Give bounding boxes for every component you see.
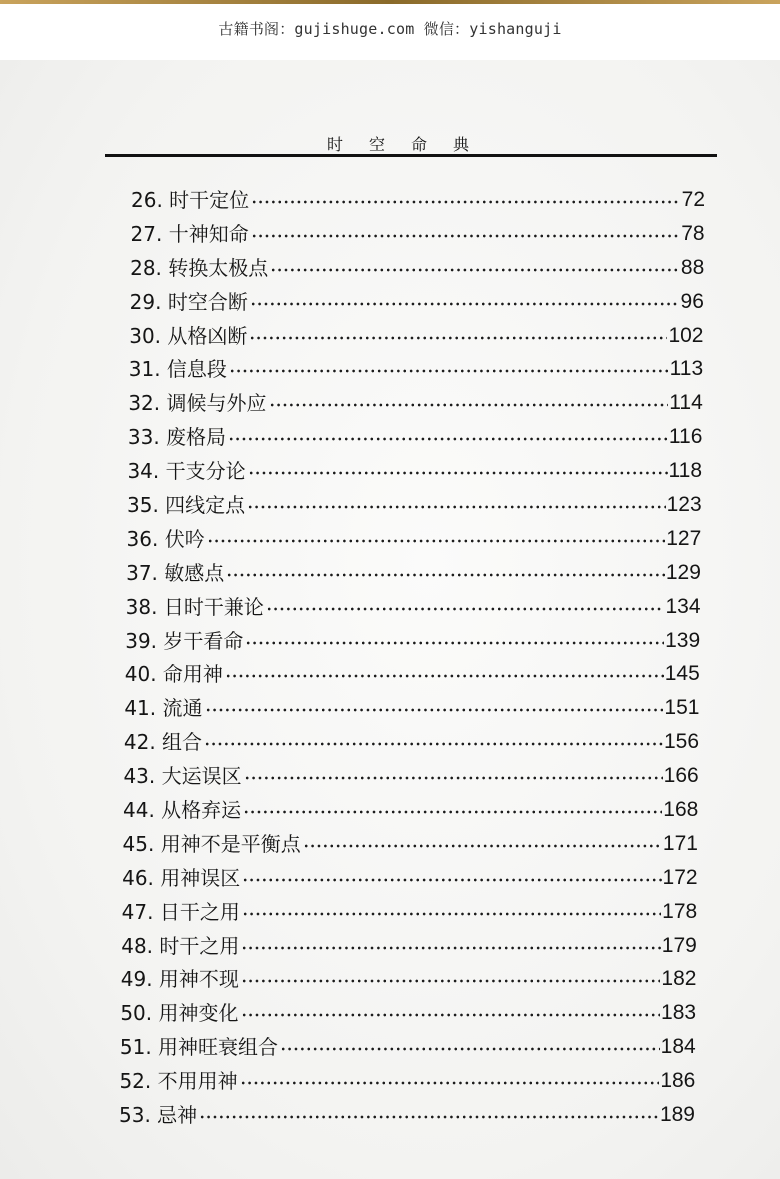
- toc-entry: [129, 318, 703, 348]
- toc-entry-page: 114: [669, 391, 703, 415]
- toc-entry-page: 72: [681, 188, 705, 211]
- toc-entry-title: 34. 干支分论: [127, 459, 246, 484]
- dot-leader: [242, 911, 661, 917]
- dot-leader: [247, 504, 665, 510]
- dot-leader: [207, 538, 666, 544]
- toc-entry: [122, 894, 698, 924]
- toc-entry: [126, 555, 701, 585]
- toc-entry-title: 48. 时干之用: [121, 933, 240, 958]
- toc-entry-page: 184: [660, 1035, 696, 1059]
- toc-entry-page: 168: [663, 798, 699, 821]
- toc-entry: [130, 250, 704, 280]
- toc-entry-page: 151: [664, 696, 700, 720]
- toc-entry-page: 172: [662, 865, 698, 889]
- toc-entry: [127, 521, 702, 551]
- toc-entry-title: 45. 用神不是平衡点: [122, 831, 301, 856]
- toc-entry: [124, 724, 699, 754]
- toc-entry-page: 88: [680, 255, 705, 279]
- toc-entry-title: 33. 废格局: [127, 425, 227, 450]
- dot-leader: [266, 606, 665, 612]
- toc-entry: [131, 216, 705, 246]
- toc-entry-page: 145: [664, 662, 700, 686]
- toc-entry-page: 189: [659, 1103, 695, 1126]
- toc-entry-page: 186: [660, 1069, 696, 1093]
- dot-leader: [226, 572, 665, 578]
- dot-leader: [241, 1012, 661, 1018]
- toc-entry-title: 51. 用神旺衰组合: [119, 1035, 279, 1060]
- toc-entry-title: 50. 用神变化: [120, 1001, 239, 1026]
- toc-entry-page: 123: [666, 493, 702, 516]
- toc-entry-title: 27. 十神知命: [130, 221, 249, 246]
- dot-leader: [248, 470, 668, 476]
- toc-entry-title: 26. 时干定位: [131, 188, 250, 212]
- toc-entry-title: 52. 不用用神: [119, 1069, 238, 1094]
- toc-entry-page: 156: [664, 730, 700, 754]
- toc-entry-title: 49. 用神不现: [120, 967, 239, 992]
- toc-entry-title: 28. 转换太极点: [130, 255, 269, 280]
- top-border: [0, 0, 780, 4]
- toc-entry-page: 127: [666, 526, 702, 550]
- toc-entry-title: 31. 信息段: [128, 357, 227, 382]
- toc-entry-title: 53. 忌神: [119, 1103, 198, 1127]
- toc-entry-title: 47. 日干之用: [121, 899, 240, 924]
- dot-leader: [225, 673, 664, 679]
- toc-entry: [128, 385, 702, 415]
- dot-leader: [243, 809, 662, 815]
- toc-entry: [121, 961, 697, 991]
- toc-entry-page: 183: [661, 1001, 697, 1025]
- dot-leader: [240, 1080, 660, 1086]
- toc-entry: [121, 928, 697, 958]
- toc-entry-title: 41. 流通: [124, 696, 203, 721]
- toc-entry-page: 78: [681, 221, 705, 245]
- toc-entry: [127, 487, 702, 517]
- dot-leader: [241, 978, 660, 984]
- toc-entry-page: 118: [668, 459, 703, 483]
- toc-entry-page: 139: [665, 628, 701, 652]
- dot-leader: [251, 233, 681, 239]
- toc-entry-page: 182: [661, 967, 697, 991]
- toc-entry-page: 134: [665, 594, 701, 618]
- toc-entry: [119, 1063, 695, 1093]
- toc-entry-title: 43. 大运误区: [123, 764, 242, 789]
- toc-entry-page: 102: [668, 323, 704, 347]
- toc-entry-title: 42. 组合: [123, 730, 203, 755]
- dot-leader: [270, 267, 680, 273]
- dot-leader: [241, 945, 660, 951]
- toc-entry: [127, 453, 702, 483]
- dot-leader: [204, 741, 663, 747]
- toc-entry-title: 40. 命用神: [124, 662, 223, 687]
- dot-leader: [269, 402, 669, 408]
- dot-leader: [242, 877, 661, 883]
- toc-entry: [126, 589, 701, 619]
- dot-leader: [244, 775, 663, 781]
- toc-entry-page: 178: [662, 899, 698, 923]
- dot-leader: [303, 843, 662, 849]
- toc-entry: [122, 860, 697, 890]
- toc-entry-title: 29. 时空合断: [129, 289, 248, 314]
- toc-entry: [125, 623, 700, 653]
- toc-entry: [123, 758, 698, 788]
- toc-entry-title: 32. 调候与外应: [128, 391, 267, 416]
- toc-entry-title: 44. 从格弃运: [123, 798, 242, 822]
- toc-entry-page: 96: [680, 289, 704, 313]
- toc-entry: [120, 995, 696, 1025]
- dot-leader: [280, 1046, 660, 1052]
- toc-entry: [131, 182, 705, 212]
- header-rule: [105, 154, 717, 157]
- dot-leader: [228, 436, 668, 442]
- toc-entry-page: 129: [665, 560, 701, 584]
- toc-entry-title: 46. 用神误区: [122, 865, 241, 890]
- toc-entry: [129, 351, 703, 381]
- toc-entry-page: 179: [661, 933, 697, 957]
- site-watermark: 古籍书阁：gujishuge.com 微信：yishanguji: [218, 20, 562, 38]
- running-head-title: 时空命典: [326, 135, 495, 154]
- dot-leader: [199, 1114, 659, 1120]
- dot-leader: [250, 301, 680, 307]
- toc-entry-title: 30. 从格凶断: [129, 323, 248, 348]
- toc-entry-page: 113: [669, 357, 704, 381]
- toc-entry-title: 38. 日时干兼论: [125, 594, 264, 619]
- toc-entry-title: 37. 敏感点: [126, 560, 225, 585]
- toc-entry-title: 36. 伏吟: [126, 526, 205, 551]
- dot-leader: [229, 368, 669, 374]
- dot-leader: [205, 707, 664, 713]
- toc-entry: [128, 419, 703, 449]
- toc-entry-title: 39. 岁干看命: [125, 628, 244, 653]
- toc-entry-page: 116: [668, 425, 703, 449]
- toc-entry: [123, 792, 698, 822]
- toc-entry: [130, 284, 704, 314]
- toc-entry: [124, 690, 699, 720]
- toc-entry-page: 166: [663, 764, 699, 788]
- toc-entry: [123, 826, 698, 856]
- dot-leader: [249, 335, 667, 341]
- toc-entry-title: 35. 四线定点: [127, 493, 246, 517]
- toc-entry: [125, 656, 700, 686]
- dot-leader: [245, 640, 664, 646]
- toc-entry: [120, 1029, 696, 1059]
- toc-entry: [119, 1097, 695, 1127]
- toc-entry-page: 171: [662, 831, 698, 855]
- dot-leader: [251, 199, 680, 205]
